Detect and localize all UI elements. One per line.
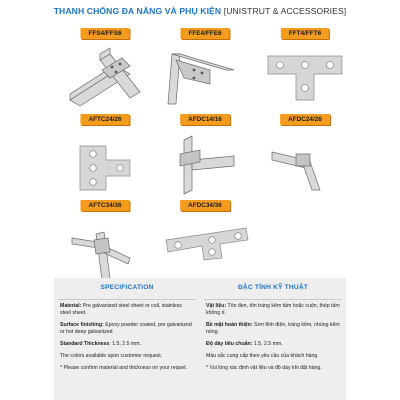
- page-title: [0, 6, 400, 16]
- title-main: THANH CHỐNG ĐA NĂNG VÀ PHỤ KIỆN: [53, 6, 222, 16]
- spec-note: * Please confirm material and thickness on your requet.: [60, 365, 188, 371]
- product-code-label: FFT4/FFT6: [281, 28, 329, 39]
- product-fft4-fft6: [250, 28, 360, 108]
- spec-colors-vi: Màu sắc cung cấp theo yêu cầu của khách hàng.: [206, 353, 319, 359]
- strut-angle-fitting-image: [150, 126, 260, 196]
- product-code-label: AFDC34/36: [180, 200, 230, 211]
- product-ffs4-ffs6: [50, 28, 160, 108]
- specification-column-vi: [200, 278, 346, 372]
- product-code-label: AFDC14/16: [180, 114, 230, 125]
- product-ffe4-ffe6: [150, 28, 260, 108]
- spec-colors: The colors available upon customer request.: [60, 353, 163, 359]
- spec-surface: Surface finishing: Epoxy powder coated, pre galvanized or hot deep galvanized: [60, 322, 192, 335]
- specification-column-en: [54, 278, 200, 372]
- divider: [204, 299, 342, 300]
- spec-note-vi: * Vui lòng xác định vật liệu và độ dày khi đặt hàng.: [206, 365, 322, 371]
- product-aftc24-26: [50, 114, 160, 194]
- product-aftc34-36: [50, 200, 160, 280]
- specification-panel: [54, 278, 346, 400]
- spec-thickness: Standard Thickness: 1.5, 2.5 mm.: [60, 341, 142, 347]
- spec-surface-vi: Bề mặt hoàn thiện: Sơn tĩnh điện, tráng kẽm, nhúng kẽm nóng.: [206, 322, 340, 335]
- spec-material: Material: Pre galvanized steel sheet or coil, stainless steel sheet.: [60, 303, 182, 316]
- product-afdc14-16: [150, 114, 260, 194]
- divider: [58, 299, 196, 300]
- specification-heading: SPECIFICATION: [100, 284, 154, 291]
- product-code-label: AFTC24/26: [80, 114, 129, 125]
- product-code-label: FFS4/FFS6: [80, 28, 129, 39]
- product-afdc34-36: [150, 200, 260, 280]
- product-code-label: AFTC34/36: [80, 200, 129, 211]
- product-code-label: AFDC24/26: [280, 114, 330, 125]
- tee-plate-image: [250, 40, 360, 110]
- strut-cross-fitting-image: [50, 40, 160, 110]
- cross-plate-image: [150, 212, 260, 282]
- spec-material-vi: Vật liệu: Tôn đen, tôn tráng kẽm tấm hoặc cuộn, thép tấm không rỉ.: [206, 303, 340, 316]
- angle-tee-plate-image: [50, 126, 160, 196]
- strut-elbow-fitting-image: [150, 40, 260, 110]
- strut-tee-fitting-image: [50, 212, 160, 282]
- specification-heading-vi: ĐẶC TÍNH KỸ THUẬT: [237, 284, 309, 291]
- title-sub: [UNISTRUT & ACCESSORIES]: [223, 6, 347, 16]
- product-afdc24-26: [250, 114, 360, 194]
- product-code-label: FFE4/FFE6: [180, 28, 229, 39]
- spec-thickness-vi: Độ dày tiêu chuẩn: 1.5, 2.5 mm.: [206, 341, 283, 347]
- strut-corner-fitting-image: [250, 126, 360, 196]
